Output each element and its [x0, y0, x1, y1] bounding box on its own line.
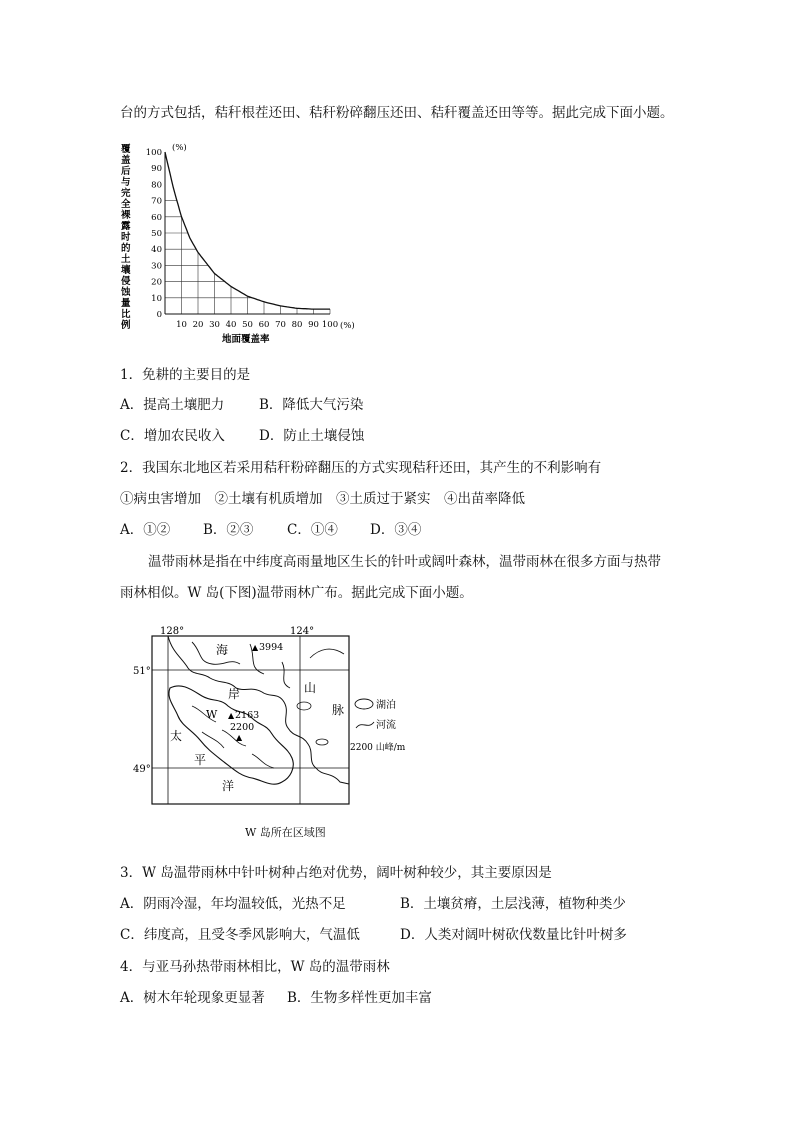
map-coast-char-2: 岸	[228, 687, 241, 701]
intro-line: 台的方式包括，秸秆根茬还田、秸秆粉碎翻压还田、秸秆覆盖还田等等。据此完成下面小题。	[120, 105, 674, 121]
chart-y-label-char: 侵	[121, 276, 131, 287]
q3-stem: 3．W 岛温带雨林中针叶树种占绝对优势，阔叶树种较少，其主要原因是	[120, 865, 552, 881]
chart-y-tick-label: 10	[151, 293, 162, 304]
chart-y-label-char: 例	[121, 320, 131, 331]
chart-y-tick-label: 30	[151, 261, 162, 272]
q2-stem: 2．我国东北地区若采用秸秆粉碎翻压的方式实现秸秆还田，其产生的不利影响有	[120, 460, 602, 476]
chart-y-tick-label: 80	[151, 180, 162, 191]
chart-y-label-char: 露	[121, 221, 131, 232]
q2-items: ①病虫害增加 ②土壤有机质增加 ③土质过于紧实 ④出苗率降低	[120, 491, 525, 507]
map-lake	[316, 739, 328, 745]
q2-option-a[interactable]: A．①②	[120, 522, 171, 538]
map-river	[310, 649, 344, 658]
map-ocean-char-2: 平	[194, 753, 207, 767]
map-lon-left: 128°	[160, 626, 185, 637]
chart-y-tick-label: 60	[151, 212, 162, 223]
chart-y-ticks	[146, 148, 162, 320]
map-legend-lake-icon	[355, 699, 373, 709]
chart-y-label-char: 土	[121, 254, 131, 265]
chart-y-tick-label: 100	[145, 148, 162, 158]
erosion-chart	[112, 138, 372, 348]
q1-stem: 1．免耕的主要目的是	[120, 367, 251, 383]
chart-y-label-char: 量	[121, 298, 131, 309]
chart-x-tick-label: 90	[308, 320, 319, 330]
chart-y-label-char: 比	[121, 309, 131, 320]
chart-x-tick-label: 70	[275, 320, 286, 330]
map-lon-right: 124°	[290, 626, 315, 637]
q1-option-b[interactable]: B．降低大气污染	[259, 397, 364, 413]
chart-y-label-char: 蚀	[121, 287, 131, 298]
chart-y-label-char: 裸	[121, 210, 131, 221]
map-ocean-char-1: 太	[170, 729, 183, 743]
q1-option-d[interactable]: D．防止土壤侵蚀	[259, 428, 365, 444]
q4-option-a[interactable]: A．树木年轮现象更显著	[120, 990, 265, 1006]
chart-y-tick-label: 50	[151, 229, 162, 239]
q1-option-c[interactable]: C．增加农民收入	[120, 428, 225, 444]
map-caption: W 岛所在区域图	[245, 826, 326, 839]
chart-y-tick-label: 70	[151, 196, 162, 207]
q3-option-c[interactable]: C．纬度高，且受冬季风影响大，气温低	[120, 927, 360, 943]
map-peak-2: 2163	[235, 710, 260, 721]
chart-y-tick-label: 90	[151, 164, 162, 175]
chart-y-label-char: 盖	[121, 155, 131, 166]
map-lat-bottom: 49°	[133, 764, 151, 775]
chart-x-axis-label: 地面覆盖率	[222, 334, 270, 345]
chart-series-line	[165, 152, 330, 309]
w-island-map	[132, 622, 422, 812]
chart-y-label-char: 后	[121, 166, 131, 177]
chart-y-label-char: 壤	[121, 265, 131, 276]
map-legend-lake: 湖泊	[376, 700, 396, 711]
chart-y-axis-label	[121, 143, 131, 331]
chart-y-tick-label: 40	[151, 245, 162, 256]
map-legend-river-icon	[356, 722, 374, 728]
chart-grid	[165, 201, 330, 314]
q2-option-c[interactable]: C．①④	[287, 522, 338, 538]
q4-option-b[interactable]: B．生物多样性更加丰富	[287, 990, 432, 1006]
map-mountain-char-2: 脉	[332, 703, 345, 717]
chart-y-label-char: 覆	[121, 144, 131, 155]
chart-y-tick-label: 20	[151, 277, 162, 288]
map-lake	[297, 702, 311, 710]
map-legend-peak: 2200 山峰/m	[350, 743, 406, 753]
map-mountain-char-1: 山	[304, 681, 317, 695]
chart-y-label-char: 全	[121, 199, 131, 210]
passage2-line2: 雨林相似。W 岛(下图)温带雨林广布。据此完成下面小题。	[120, 585, 473, 601]
q3-option-b[interactable]: B．土壤贫瘠，土层浅薄，植物种类少	[400, 896, 626, 912]
chart-x-tick-label: 60	[258, 320, 270, 330]
q1-option-a[interactable]: A．提高土壤肥力	[120, 397, 225, 413]
chart-x-tick-label: 30	[209, 320, 220, 330]
chart-y-label-char: 时	[121, 232, 131, 243]
map-legend-river: 河流	[376, 720, 396, 731]
q3-option-a[interactable]: A．阴雨冷湿，年均温较低，光热不足	[120, 896, 346, 912]
q3-option-d[interactable]: D．人类对阔叶树砍伐数量比针叶树多	[400, 927, 627, 943]
chart-x-tick-label: 10	[176, 320, 187, 330]
chart-x-tick-label: 50	[242, 320, 253, 330]
q2-option-b[interactable]: B．②③	[203, 522, 254, 538]
map-coast-char-1: 海	[216, 643, 229, 657]
map-peak-1: 3994	[259, 642, 284, 653]
chart-x-tick-label: 100	[321, 320, 339, 330]
map-island-label: W	[206, 708, 218, 721]
q2-option-d[interactable]: D．③④	[370, 522, 422, 538]
q4-stem: 4．与亚马孙热带雨林相比，W 岛的温带雨林	[120, 959, 390, 975]
map-peak-3: 2200	[230, 722, 255, 733]
chart-x-tick-label: 40	[225, 320, 237, 330]
chart-y-unit: (%)	[172, 143, 187, 153]
map-ocean-char-3: 洋	[222, 779, 235, 793]
chart-y-label-char: 与	[121, 177, 131, 188]
chart-x-tick-label: 20	[192, 320, 204, 330]
chart-x-tick-label: 80	[291, 320, 303, 330]
map-peak-icon: ▲	[252, 643, 259, 652]
chart-y-label-char: 的	[121, 243, 131, 254]
chart-x-ticks	[176, 320, 338, 330]
map-peak-icon: ▲	[236, 733, 243, 742]
chart-y-tick-label: 0	[156, 310, 162, 320]
chart-y-label-char: 完	[121, 188, 131, 199]
map-peak-icon: ▲	[228, 711, 235, 720]
chart-x-unit: (%)	[340, 321, 355, 331]
map-lat-top: 51°	[133, 666, 151, 677]
passage2-line1: 温带雨林是指在中纬度高雨量地区生长的针叶或阔叶森林，温带雨林在很多方面与热带	[148, 554, 661, 570]
